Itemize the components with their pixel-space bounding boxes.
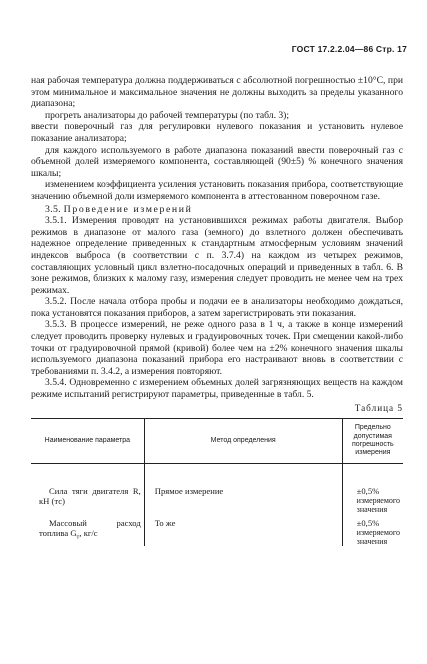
paragraph: для каждого используемого в работе диапазона показаний ввести поверочный газ с объемной долей измеряемого компонента, составляющей (90±5) % конечного значения шкалы; bbox=[31, 144, 403, 179]
paragraph: 3.5.2. После начала отбора пробы и подачи ее в анализаторы необходимо дождаться, пока установятся показания приборов, а затем зарегистрировать эти показания. bbox=[31, 296, 403, 319]
cell-parameter bbox=[31, 486, 144, 514]
paragraph: изменением коэффициента усиления установить показания прибора, соответствующие значению объемной доли измеряемого компонента в аттестованном поверочном газе. bbox=[31, 179, 403, 202]
section-number: 3.5. bbox=[45, 203, 61, 215]
column-header-error: Предельно допустимая погрешность измерения bbox=[342, 419, 403, 464]
cell-error bbox=[342, 486, 403, 514]
section-heading bbox=[31, 204, 403, 216]
table-caption: Таблица 5 bbox=[354, 402, 403, 413]
cell-parameter bbox=[31, 514, 144, 546]
table-header-row bbox=[31, 419, 403, 464]
error-value: ±0,5% bbox=[356, 485, 380, 496]
paragraph: ввести поверочный газ для регулировки нулевого показания и установить нулевое показание анализатора; bbox=[31, 121, 403, 144]
cell-method: То же bbox=[144, 514, 342, 546]
error-value: ±0,5% bbox=[356, 517, 380, 528]
paragraph: 3.5.3. В процессе измерений, не реже одного раза в 1 ч, а также в конце измерений следует проводить проверку нулевых и градуировочных точек. При смещении какой-либо точки от градуировочной прямой (кривой) более чем на ±2% конечного значения шкалы используемого диапазона показаний прибора его настраивают вновь в соответствии с требованиями п. 3.4.2, а измерения повторяют. bbox=[31, 319, 403, 377]
table-spacer-row bbox=[31, 463, 403, 486]
paragraph: 3.5.4. Одновременно с измерением объемных долей загрязняющих веществ на каждом режиме испытаний регистрируют параметры, приведенные в табл. 5. bbox=[31, 377, 403, 401]
column-header-parameter: Наименование параметра bbox=[31, 419, 144, 464]
paragraph: ная рабочая температура должна поддерживаться с абсолютной погрешностью ±10°С, при этом минимальное и максимальное значения не должны выходить за пределы указанного диапазона; bbox=[31, 75, 403, 110]
paragraph: прогреть анализаторы до рабочей температуры (по табл. 3); bbox=[45, 109, 290, 121]
table-row bbox=[31, 486, 403, 514]
cell-error bbox=[342, 514, 403, 546]
page-header: ГОСТ 17.2.2.04—86 Стр. 17 bbox=[291, 44, 407, 54]
error-note: измеряемого значения bbox=[356, 495, 400, 514]
document-body bbox=[31, 75, 403, 546]
parameters-table bbox=[31, 418, 403, 546]
table-row bbox=[31, 514, 403, 546]
parameter-name: Массовый расход топлива $G_т$, кг/с bbox=[39, 517, 141, 541]
column-header-method: Метод определения bbox=[144, 419, 342, 464]
section-title: Проведение измерений bbox=[63, 203, 193, 215]
paragraph: 3.5.1. Измерения проводят на установившихся режимах работы двигателя. Выбор режимов в диапазоне от малого газа (земного) до взлетного должен обеспечивать надежное определение приведенных к стандартным атмосферным условиям значений индексов выброса (в соответствии с п. 3.7.4) на каждом из четырех режимов, составляющих условный цикл взлетно-посадочных операций и приведенных в табл. 6. В зоне режимов, близких к малому газу, измерения следует проводить не менее чем на трех режимах. bbox=[31, 215, 403, 296]
cell-method: Прямое измерение bbox=[144, 486, 342, 514]
error-note: измеряемого значения bbox=[356, 527, 400, 546]
parameter-name: Сила тяги двигателя R, кН (тс) bbox=[39, 485, 141, 506]
